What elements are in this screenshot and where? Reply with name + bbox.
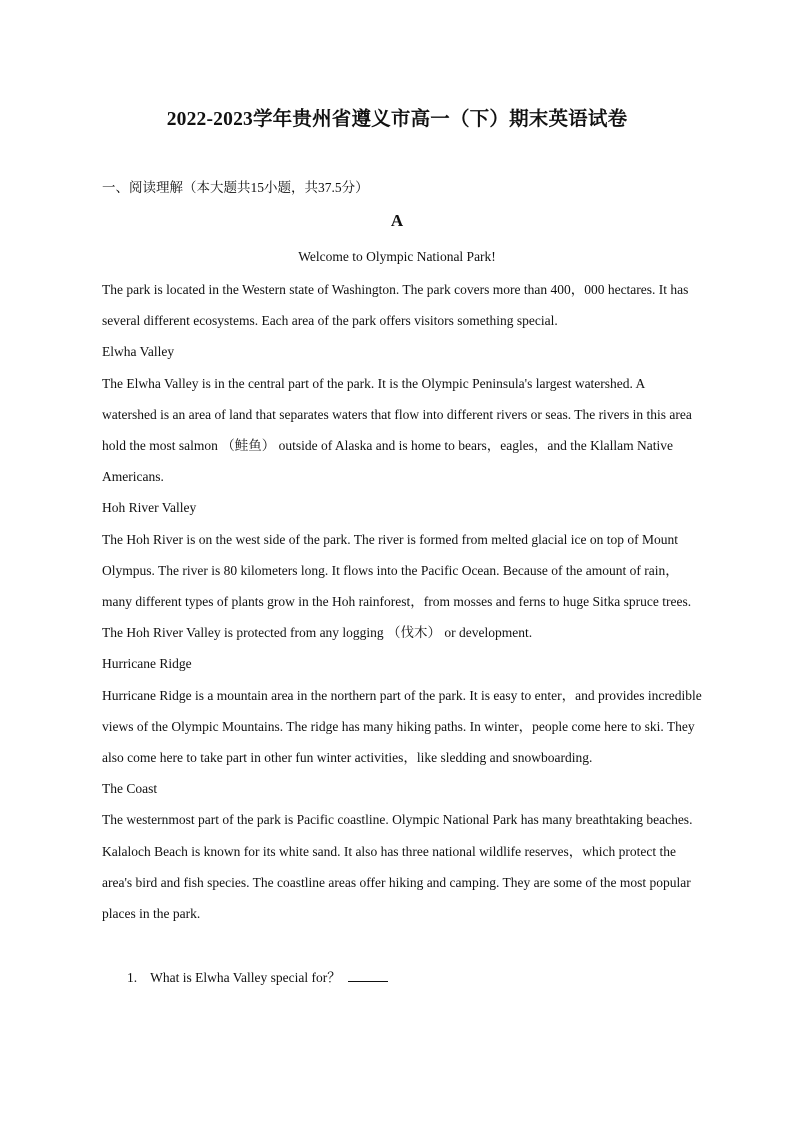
- subsection-heading: The Coast: [102, 781, 158, 797]
- subsection-text: The westernmost part of the park is Pacific coastline. Olympic National Park has many breathtaking beaches. Kalaloch Beach is known for its white sand. It also has three national wildlife reserves，which protect the area's bird and fish species. The coastline areas offer hiking and camping. They are some of the most popular places in the park.: [102, 812, 693, 922]
- subsection-heading: Elwha Valley: [102, 344, 175, 360]
- passage-body: [102, 274, 702, 929]
- question-text: What is Elwha Valley special for？: [150, 970, 341, 985]
- subsection-text: The Elwha Valley is in the central part of the park. It is the Olympic Peninsula's largest watershed. A watershed is an area of land that separates waters that flow into different rivers or seas. The rivers in this area hold the most salmon （鲑鱼） outside of Alaska and is home to bears，eagles，and the Klallam Native Americans.: [102, 375, 692, 485]
- subsection-text: Hurricane Ridge is a mountain area in the northern part of the park. It is easy to enter，and provides incredible views of the Olympic Mountains. The ridge has many hiking paths. In winter，people come here to ski. They also come here to take part in other fun winter activities，like sledding and snowboarding.: [102, 687, 702, 766]
- subsection-heading: Hurricane Ridge: [102, 656, 192, 672]
- answer-blank[interactable]: [348, 968, 388, 982]
- passage-letter: A: [390, 211, 404, 230]
- section-heading: 一、阅读理解（本大题共15小题，共37.5分）: [102, 180, 369, 195]
- passage-title: Welcome to Olympic National Park!: [298, 249, 496, 264]
- question-1: [127, 966, 388, 986]
- exam-title: 2022-2023学年贵州省遵义市高一（下）期末英语试卷: [166, 109, 628, 130]
- passage-intro: The park is located in the Western state of Washington. The park covers more than 400，000 hectares. It has several different ecosystems. Each area of the park offers visitors something special.: [102, 282, 689, 329]
- subsection-heading: Hoh River Valley: [102, 500, 197, 516]
- question-number: 1.: [127, 970, 138, 985]
- subsection-text: The Hoh River is on the west side of the park. The river is formed from melted glacial ice on top of Mount Olympus. The river is 80 kilometers long. It flows into the Pacific Ocean. Because of the amount of rain，many different types of plants grow in the Hoh rainforest，from mosses and ferns to huge Sitka spruce trees. The Hoh River Valley is protected from any logging （伐木） or development.: [102, 531, 692, 641]
